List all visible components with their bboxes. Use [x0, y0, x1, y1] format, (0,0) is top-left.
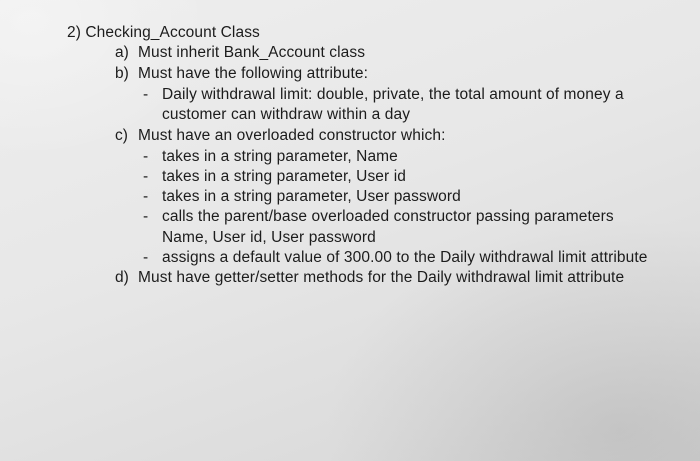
item-d-marker: d)	[115, 269, 129, 286]
item-c-text: Must have an overloaded constructor which:	[138, 127, 446, 144]
c-bullet-3-marker: -	[143, 188, 149, 205]
b-bullet-1-line2: customer can withdraw within a day	[162, 106, 411, 123]
b-bullet-1-line1: Daily withdrawal limit: double, private, the total amount of money a	[162, 86, 624, 103]
c-bullet-2-line1: takes in a string parameter, User id	[162, 168, 406, 185]
b-bullet-1-marker: -	[143, 86, 149, 103]
item-a-text: Must inherit Bank_Account class	[138, 44, 366, 61]
c-bullet-2-marker: -	[143, 168, 149, 185]
item-c-marker: c)	[115, 127, 128, 144]
section-heading: 2) Checking_Account Class	[67, 24, 260, 41]
item-d-text: Must have getter/setter methods for the Daily withdrawal limit attribute	[138, 269, 625, 286]
item-b-text: Must have the following attribute:	[138, 65, 368, 82]
c-bullet-5-line1: assigns a default value of 300.00 to the Daily withdrawal limit attribute	[162, 249, 648, 266]
item-b-marker: b)	[115, 65, 129, 82]
c-bullet-4-marker: -	[143, 208, 149, 225]
c-bullet-3-line1: takes in a string parameter, User password	[162, 188, 461, 205]
item-a-marker: a)	[115, 44, 129, 61]
c-bullet-1-line1: takes in a string parameter, Name	[162, 148, 398, 165]
c-bullet-4-line1: calls the parent/base overloaded constructor passing parameters	[162, 208, 614, 225]
c-bullet-4-line2: Name, User id, User password	[162, 229, 376, 246]
c-bullet-1-marker: -	[143, 148, 149, 165]
c-bullet-5-marker: -	[143, 249, 149, 266]
